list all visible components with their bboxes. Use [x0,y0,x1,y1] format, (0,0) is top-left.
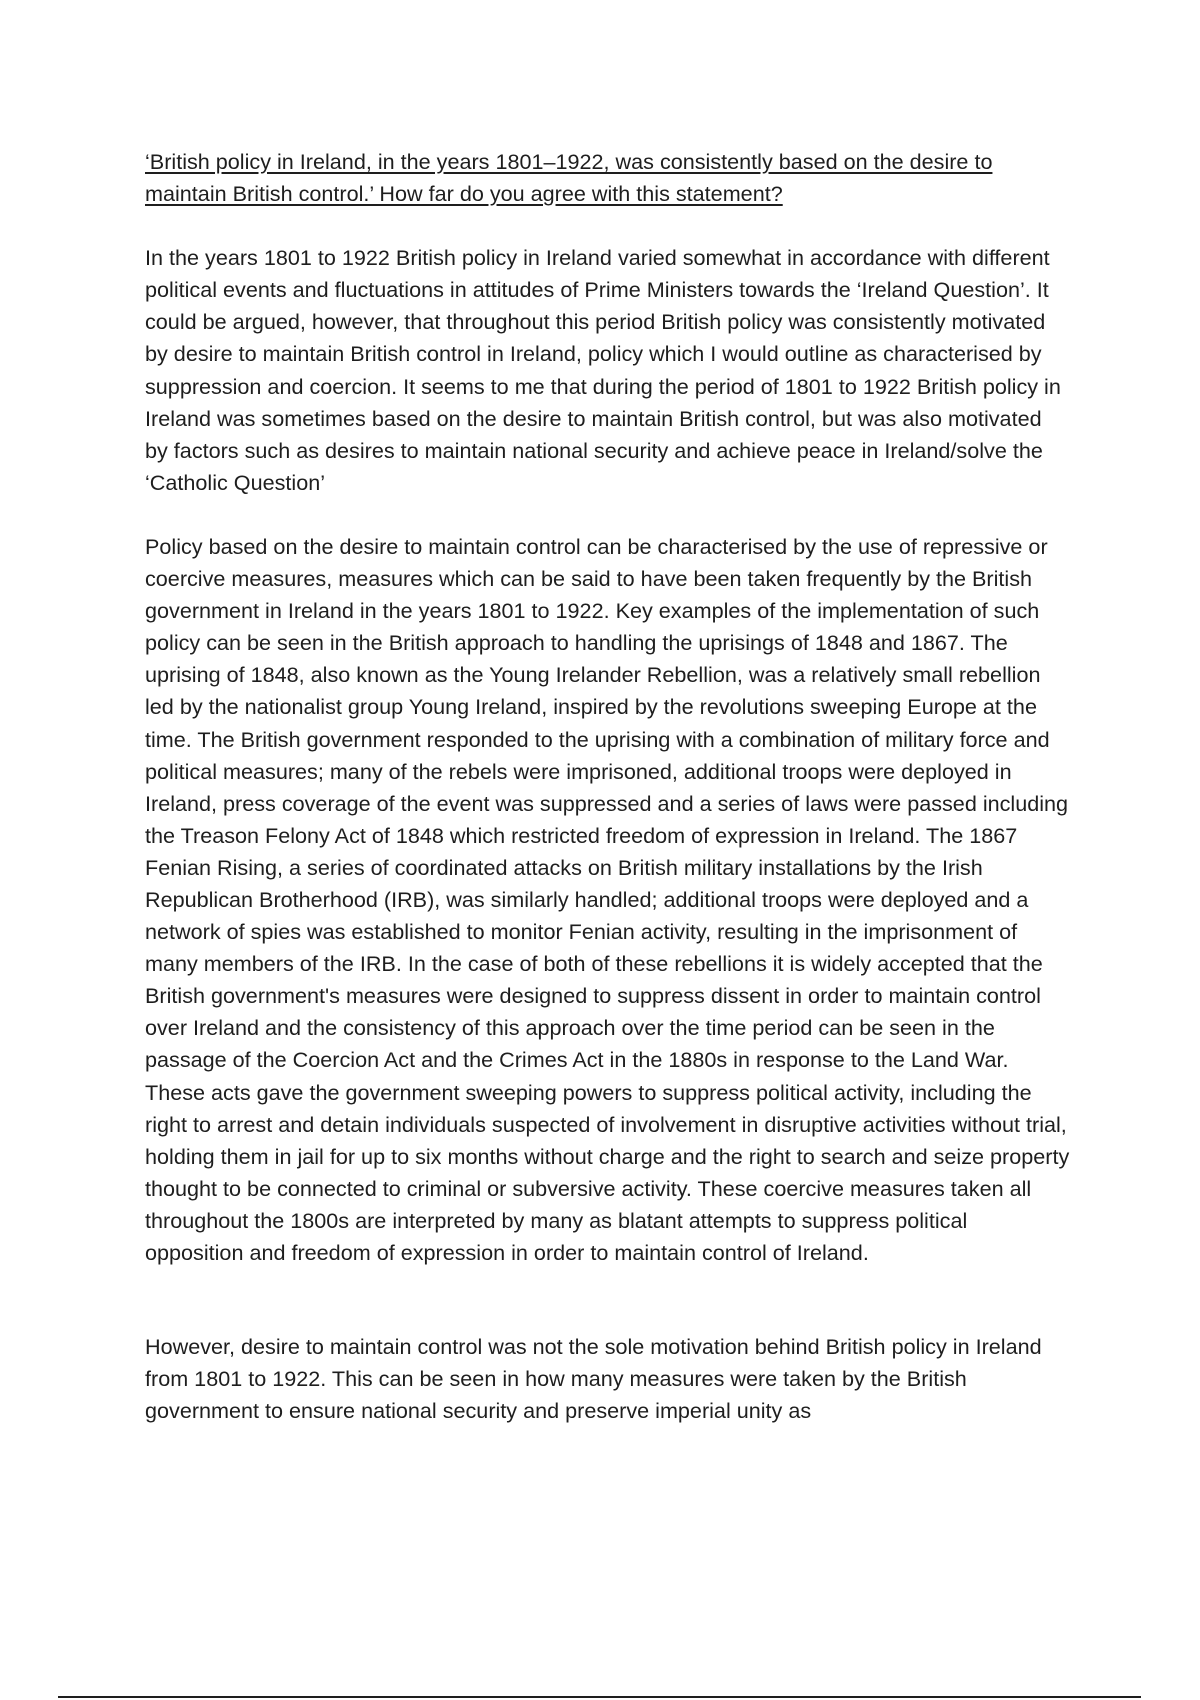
essay-question-title: ‘British policy in Ireland, in the years 1801–1922, was consistently based on the desire to maintain British control.’ How far do you agree with this statement? [145,149,993,207]
paragraph-coercion: Policy based on the desire to maintain control can be characterised by the use of repressive or coercive measures, measures which can be said to have been taken frequently by the British government in Ireland in the years 1801 to 1922. Key examples of the implementation of such policy can be seen in the British approach to handling the uprisings of 1848 and 1867. The uprising of 1848, also known as the Young Irelander Rebellion, was a relatively small rebellion led by the nationalist group Young Ireland, inspired by the revolutions sweeping Europe at the time. The British government responded to the uprising with a combination of military force and political measures; many of the rebels were imprisoned, additional troops were deployed in Ireland, press coverage of the event was suppressed and a series of laws were passed including the Treason Felony Act of 1848 which restricted freedom of expression in Ireland. The 1867 Fenian Rising, a series of coordinated attacks on British military installations by the Irish Republican Brotherhood (IRB), was similarly handled; additional troops were deployed and a network of spies was established to monitor Fenian activity, resulting in the imprisonment of many members of the IRB. In the case of both of these rebellions it is widely accepted that the British government's measures were designed to suppress dissent in order to maintain control over Ireland and the consistency of this approach over the time period can be seen in the passage of the Coercion Act and the Crimes Act in the 1880s in response to the Land War. These acts gave the government sweeping powers to suppress political activity, including the right to arrest and detain individuals suspected of involvement in disruptive activities without trial, holding them in jail for up to six months without charge and the right to search and seize property thought to be connected to criminal or subversive activity. These coercive measures taken all throughout the 1800s are interpreted by many as blatant attempts to suppress political opposition and freedom of expression in order to maintain control of Ireland. [145,533,1070,1265]
page-bottom-divider [58,1696,1141,1698]
paragraph-introduction: In the years 1801 to 1922 British policy in Ireland varied somewhat in accordance with different political events and fluctuations in attitudes of Prime Ministers towards the ‘Ireland Question’. It could be argued, however, that throughout this period British policy was consistently motivated by desire to maintain British control in Ireland, policy which I would outline as characterised by suppression and coercion. It seems to me that during the period of 1801 to 1922 British policy in Ireland was sometimes based on the desire to maintain British control, but was also motivated by factors such as desires to maintain national security and achieve peace in Ireland/solve the ‘Catholic Question’ [145,245,1061,495]
document-body [145,146,1070,1427]
paragraph-counterargument: However, desire to maintain control was not the sole motivation behind British policy in Ireland from 1801 to 1922. This can be seen in how many measures were taken by the British government to ensure national security and preserve imperial unity as [145,1334,1042,1424]
